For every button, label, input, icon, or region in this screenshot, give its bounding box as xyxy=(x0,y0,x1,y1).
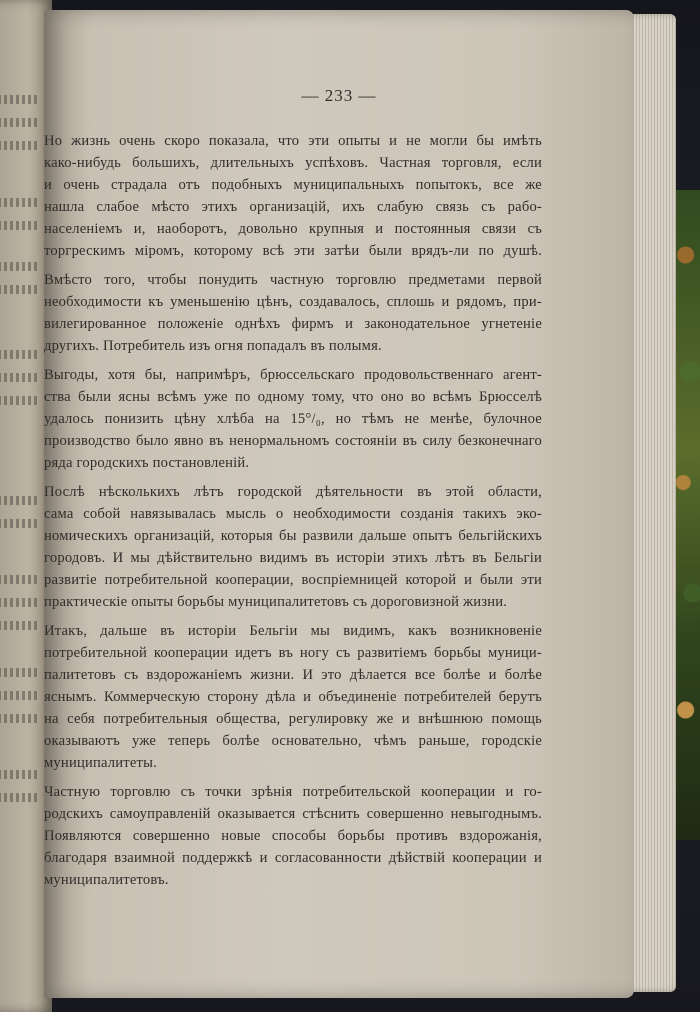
text-line: развитіе потребительной кооперации, воспріемницей которой и были эти xyxy=(44,572,542,588)
text-line: городовъ. И мы дѣйствительно видимъ въ исторіи этихъ лѣтъ въ Бельгіи xyxy=(44,550,542,566)
text-line: номическихъ организацій, которыя бы развили дальше опытъ бельгійскихъ xyxy=(44,528,542,544)
text-line: Выгоды, хотя бы, напримѣръ, брюссельскаго продовольственнаго агент- xyxy=(44,367,542,383)
text-line: вилегированное положеніе однѣхъ фирмъ и законодательное угнетеніе xyxy=(44,316,542,332)
text-line: практическіе опыты борьбы муниципалитетовъ съ дороговизной жизни. xyxy=(44,594,508,610)
text-line: Но жизнь очень скоро показала, что эти опыты и не могли бы имѣть xyxy=(44,133,542,149)
text-line: яснымъ. Коммерческую сторону дѣла и объединеніе потребителей берутъ xyxy=(44,689,542,705)
text-line: на себя потребительныя общества, регулировку же и внѣшнюю помощь xyxy=(44,711,542,727)
page-text xyxy=(44,130,620,891)
text-line: удалось понизить цѣну хлѣба на 15°/₀, но тѣмъ не менѣе, булочное xyxy=(44,411,542,427)
text-line: муниципалитеты. xyxy=(44,755,157,771)
text-line: благодаря взаимной поддержкѣ и согласованности дѣйствій кооперации и xyxy=(44,850,542,866)
text-line: Итакъ, дальше въ исторіи Бельгіи мы видимъ, какъ возникновеніе xyxy=(44,623,542,639)
text-line: Частную торговлю съ точки зрѣнія потребительской кооперации и го- xyxy=(44,784,542,800)
text-line: како-нибудь большихъ, длительныхъ успѣховъ. Частная торговля, если xyxy=(44,155,542,171)
text-line: оказываютъ уже теперь болѣе основательно, чѣмъ раньше, городскіе xyxy=(44,733,542,749)
text-line: и очень страдала отъ подобныхъ муниципальныхъ попытокъ, все же xyxy=(44,177,542,193)
text-line: торгрескимъ міромъ, которому всѣ эти затѣи были врядъ-ли по душѣ. xyxy=(44,243,542,259)
book-page xyxy=(44,10,634,998)
text-line: потребительной кооперации идетъ въ ногу съ развитіемъ борьбы муници- xyxy=(44,645,542,661)
text-line: Послѣ нѣсколькихъ лѣтъ городской дѣятельности въ этой области, xyxy=(44,484,542,500)
text-line: населеніемъ и, наоборотъ, довольно крупныя и постоянныя связи съ xyxy=(44,221,542,237)
text-line: ряда городскихъ постановленій. xyxy=(44,455,250,471)
text-line: другихъ. Потребитель изъ огня попадалъ въ полымя. xyxy=(44,338,382,354)
page-number: — 233 — xyxy=(301,86,377,105)
text-line: производство было явно въ ненормальномъ состояніи въ силу безконечнаго xyxy=(44,433,542,449)
text-line: сама собой навязывалась мысль о необходимости созданія такихъ эко- xyxy=(44,506,542,522)
text-line: палитетовъ съ вздорожаніемъ жизни. И это дѣлается все болѣе и болѣе xyxy=(44,667,542,683)
text-line: Появляются совершенно новые способы борьбы противъ вздорожанія, xyxy=(44,828,542,844)
text-line: Вмѣсто того, чтобы понудить частную торговлю предметами первой xyxy=(44,272,542,288)
text-line: необходимости къ уменьшенію цѣнъ, создавалось, сплошь и рядомъ, при- xyxy=(44,294,542,310)
text-line: муниципалитетовъ. xyxy=(44,872,169,888)
text-line: ства были ясны всѣмъ уже по одному тому, что оно во всѣмъ Брюсселѣ xyxy=(44,389,542,405)
text-line: родскихъ самоуправленій оказывается стѣснить совершенно невыгоднымъ. xyxy=(44,806,542,822)
plant-background xyxy=(676,190,700,840)
text-line: нашла слабое мѣсто этихъ организацій, ихъ слабую связь съ рабо- xyxy=(44,199,542,215)
